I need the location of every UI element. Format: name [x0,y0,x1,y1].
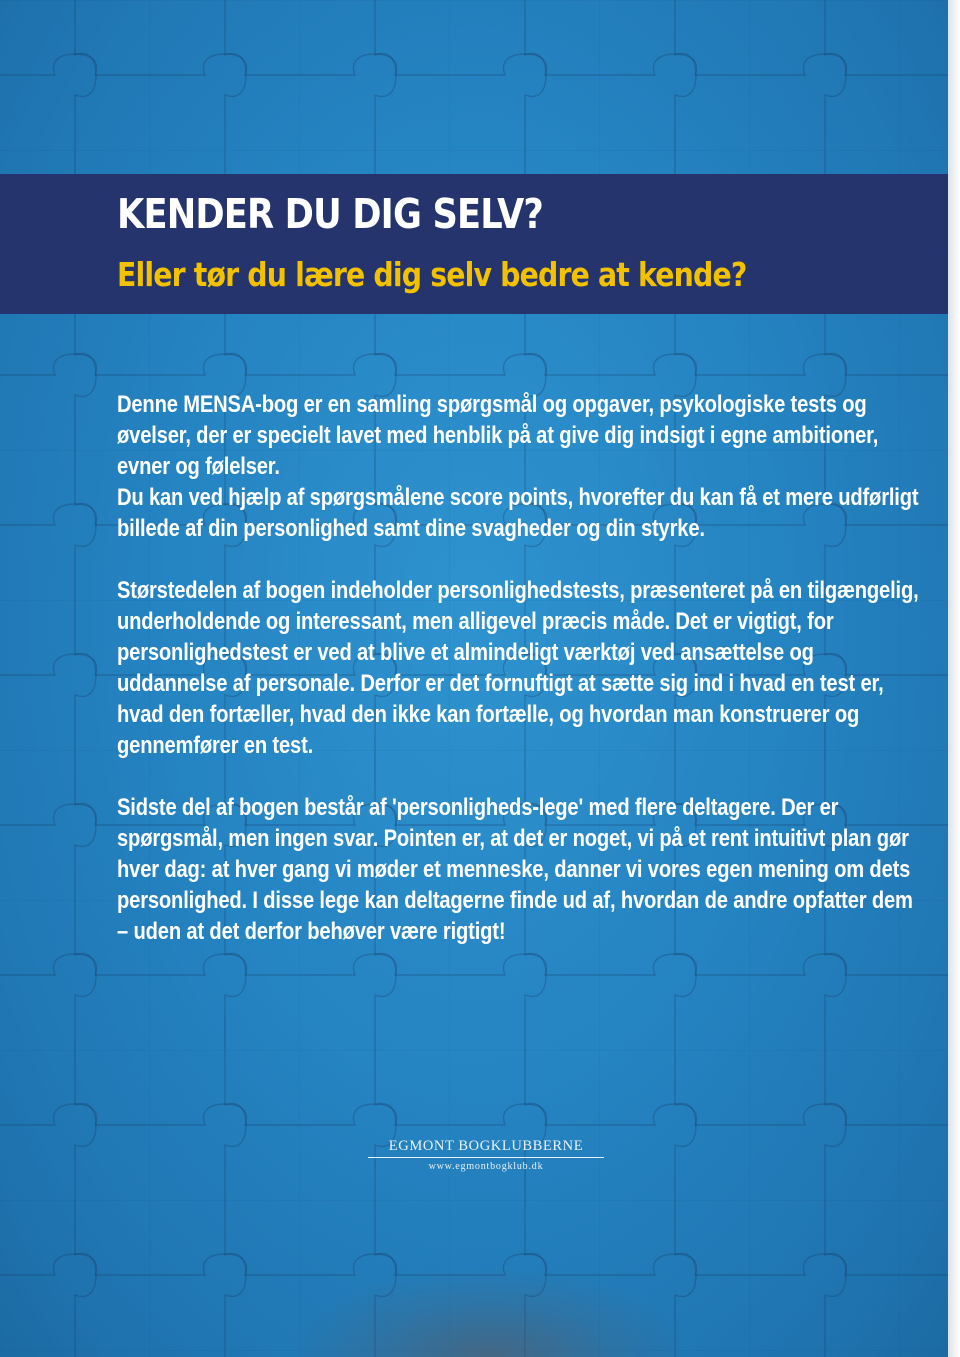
text-line: gennemfører en test. [117,732,314,759]
description-text [117,389,919,978]
text-line: underholdende og interessant, men alligevel præcis måde. Det er vigtigt, for [117,608,834,635]
text-line: – uden at det derfor behøver være rigtigt! [117,918,506,945]
text-line: hvad den fortæller, hvad den ikke kan fortælle, og hvordan man konstruerer og [117,701,860,728]
text-line: øvelser, der er specielt lavet med henblik på at give dig indsigt i egne ambitioner, [117,422,879,449]
paragraph-personality-tests [117,575,919,761]
text-line: uddannelse af personale. Derfor er det fornuftigt at sætte sig ind i hvad en test er, [117,670,884,697]
text-line: Du kan ved hjælp af spørgsmålene score points, hvorefter du kan få et mere udførligt [117,484,919,511]
text-line: Sidste del af bogen består af 'personligheds-lege' med flere deltagere. Der er [117,794,839,821]
publisher-imprint [368,1138,604,1172]
text-line: billede af din personlighed samt dine svagheder og din styrke. [117,515,705,542]
cover-subtitle: Eller tør du lære dig selv bedre at kende? [117,255,747,294]
text-line: personlighed. I disse lege kan deltagerne finde ud af, hvordan de andre opfatter dem [117,887,913,914]
text-line: Denne MENSA-bog er en samling spørgsmål og opgaver, psykologiske tests og [117,391,867,418]
paragraph-intro [117,389,919,544]
publisher-name: EGMONT BOGKLUBBERNE [368,1138,604,1158]
paragraph-games [117,792,913,947]
text-line: evner og følelser. [117,453,280,480]
cover-title: KENDER DU DIG SELV? [117,190,543,238]
text-line: spørgsmål, men ingen svar. Pointen er, at det er noget, vi på et rent intuitivt plan gør [117,825,909,852]
scan-smudge [300,1270,680,1357]
text-line: personlighedstest er ved at blive et almindeligt værktøj ved ansættelse og [117,639,814,666]
text-line: Størstedelen af bogen indeholder personlighedstests, præsenteret på en tilgængelig, [117,577,919,604]
publisher-url: www.egmontbogklub.dk [428,1161,544,1172]
text-line: hver dag: at hver gang vi møder et menneske, danner vi vores egen mening om dets [117,856,911,883]
page-edge [948,0,960,1357]
